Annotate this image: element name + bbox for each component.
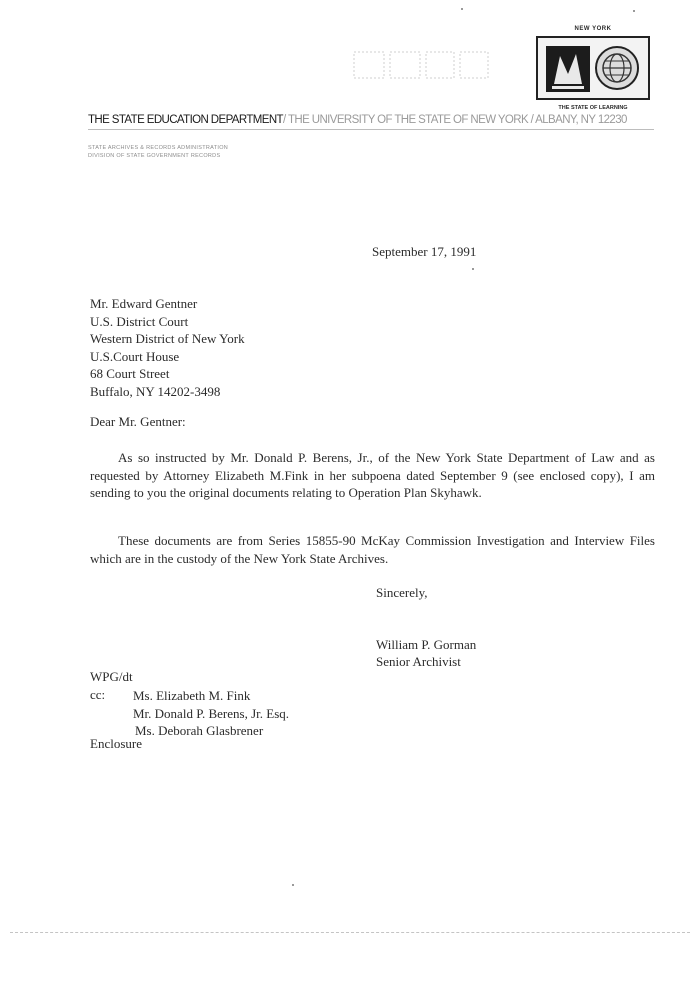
typist-initials: WPG/dt [90, 669, 133, 684]
cc-recipient: Mr. Donald P. Berens, Jr. Esq. [133, 705, 289, 721]
university-address: / THE UNIVERSITY OF THE STATE OF NEW YORK / ALBANY, NY 12230 [282, 114, 627, 126]
signer-title: Senior Archivist [376, 654, 461, 669]
scan-speck [633, 10, 635, 12]
seal-top-text: NEW YORK [574, 26, 612, 32]
cc-recipient: Ms. Elizabeth M. Fink [133, 688, 251, 703]
address-line: Mr. Edward Gentner [90, 296, 198, 311]
address-line: U.S.Court House [90, 348, 180, 364]
seal-emblem-icon [546, 46, 590, 92]
salutation: Dear Mr. Gentner: [90, 414, 186, 429]
letter-date: September 17, 1991 [372, 244, 477, 259]
cc-list [133, 687, 289, 740]
header-rule [88, 129, 654, 130]
address-line: U.S. District Court [90, 313, 189, 329]
state-seal [536, 26, 650, 111]
office-line-2: DIVISION OF STATE GOVERNMENT RECORDS [88, 153, 221, 159]
body-paragraph-2: These documents are from Series 15855-90 McKay Commission Investigation and Interview Files which are in the custody of the New York State Archives. [90, 533, 655, 566]
enclosure-note: Enclosure [90, 736, 142, 751]
department-name: THE STATE EDUCATION DEPARTMENT [88, 114, 283, 126]
office-line-1: STATE ARCHIVES & RECORDS ADMINISTRATION [88, 145, 229, 151]
address-line: Western District of New York [90, 331, 245, 347]
signer-name: William P. Gorman [376, 637, 477, 652]
address-line: Buffalo, NY 14202-3498 [90, 383, 221, 399]
faint-logo-mark [352, 48, 492, 84]
address-line: 68 Court Street [90, 366, 170, 382]
closing: Sincerely, [376, 585, 428, 600]
scan-speck [461, 8, 463, 10]
cc-label: cc: [90, 687, 106, 702]
body-paragraph-1: As so instructed by Mr. Donald P. Berens, Jr., of the New York State Department of Law and as requested by Attorney Elizabeth M.Fink in her subpoena dated September 9 (see enclosed copy), I am sending to you the original documents relating to Operation Plan Skyhawk. [90, 450, 655, 501]
scan-speck [472, 268, 474, 270]
seal-bottom-text: THE STATE OF LEARNING [558, 105, 628, 111]
scan-edge-line [10, 932, 690, 933]
department-header [88, 114, 627, 126]
recipient-address [90, 295, 245, 401]
globe-emblem-icon [594, 45, 640, 91]
scan-speck [292, 884, 294, 886]
cc-recipient: Ms. Deborah Glasbrener [135, 723, 264, 739]
